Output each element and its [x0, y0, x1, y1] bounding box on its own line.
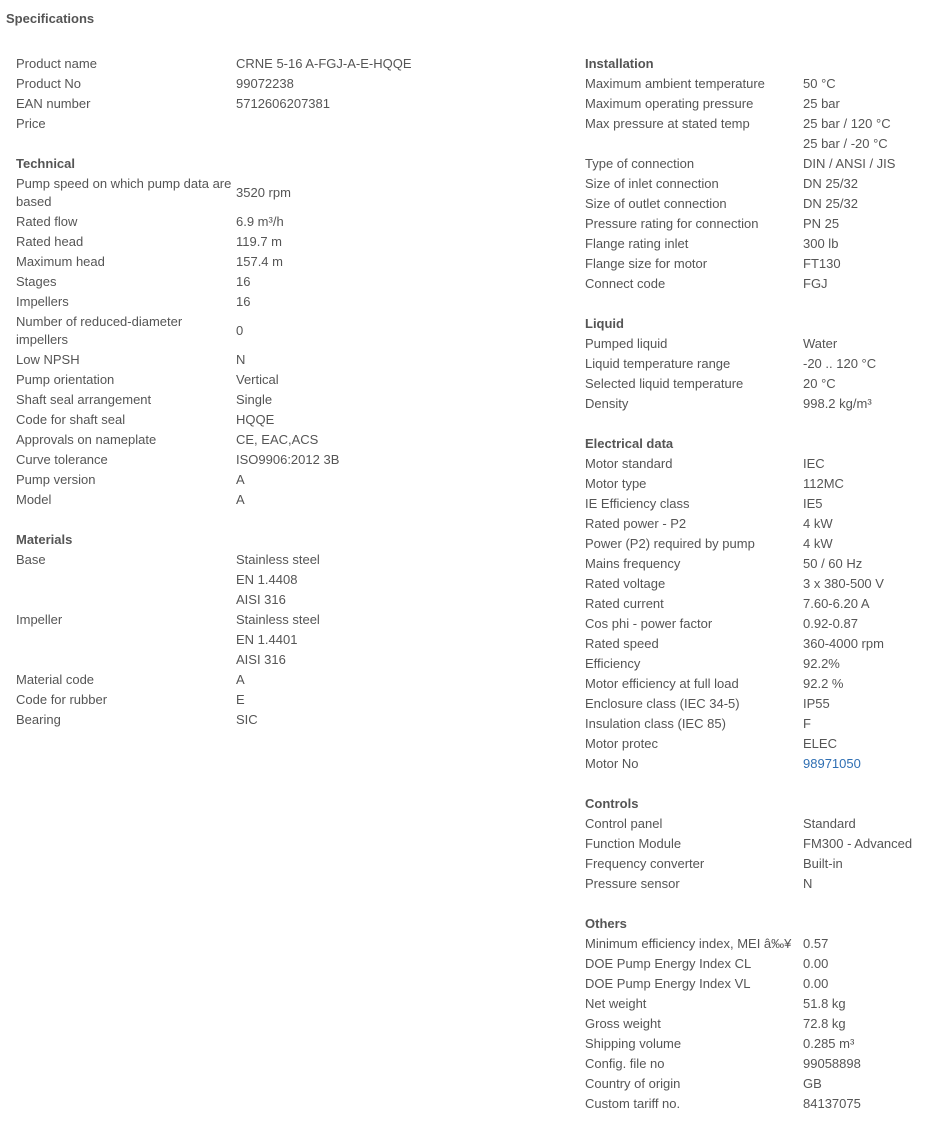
spec-label: Maximum operating pressure — [585, 96, 754, 111]
spec-value: 157.4 m — [236, 254, 283, 269]
spec-value: FM300 - Advanced — [803, 836, 913, 851]
spec-values — [236, 54, 412, 74]
spec-label: Insulation class (IEC 85) — [585, 716, 726, 731]
spec-value: GB — [803, 1076, 822, 1091]
section-others — [585, 914, 930, 1114]
spec-row — [585, 334, 930, 354]
spec-value: Built-in — [803, 856, 843, 871]
spec-row — [585, 1054, 930, 1074]
spec-value: 0.285 m³ — [803, 1036, 855, 1051]
spec-row — [585, 714, 930, 734]
spec-values — [803, 874, 812, 894]
spec-row — [585, 854, 930, 874]
spec-label: Control panel — [585, 816, 663, 831]
spec-label: Material code — [16, 672, 95, 687]
section-controls — [585, 794, 930, 894]
spec-value: 112MC — [803, 476, 844, 491]
spec-row — [585, 354, 930, 374]
spec-value: IEC — [803, 456, 825, 471]
spec-value: 25 bar / 120 °C — [803, 116, 891, 131]
spec-row — [585, 694, 930, 714]
spec-value: 99058898 — [803, 1056, 861, 1071]
spec-row — [585, 1074, 930, 1094]
spec-label: Motor type — [585, 476, 647, 491]
left-column — [16, 54, 571, 750]
spec-value: DN 25/32 — [803, 176, 858, 191]
spec-value: AISI 316 — [236, 592, 286, 607]
spec-values — [236, 74, 294, 94]
spec-row — [585, 514, 930, 534]
spec-row — [585, 654, 930, 674]
spec-row — [585, 154, 930, 174]
spec-values — [803, 934, 828, 954]
spec-label: Motor efficiency at full load — [585, 676, 739, 691]
spec-label: Pump orientation — [16, 372, 115, 387]
spec-values — [803, 174, 858, 194]
spec-values — [236, 670, 245, 690]
spec-row — [585, 374, 930, 394]
spec-row — [16, 74, 571, 94]
section-title: Installation — [585, 56, 654, 71]
spec-row — [16, 350, 571, 370]
spec-label: Cos phi - power factor — [585, 616, 713, 631]
spec-label: Flange size for motor — [585, 256, 708, 271]
spec-values — [236, 272, 250, 292]
spec-row — [585, 814, 930, 834]
spec-label: Rated current — [585, 596, 664, 611]
spec-row — [585, 234, 930, 254]
spec-row — [585, 494, 930, 514]
spec-value: 3520 rpm — [236, 185, 291, 200]
spec-values — [803, 654, 840, 674]
spec-values — [803, 574, 884, 594]
spec-label: Maximum head — [16, 254, 105, 269]
spec-values — [236, 490, 245, 510]
spec-row — [585, 254, 930, 274]
spec-label: Model — [16, 492, 52, 507]
spec-values — [236, 690, 245, 710]
spec-values — [803, 394, 872, 414]
spec-values — [803, 1074, 822, 1094]
spec-values — [803, 494, 823, 514]
spec-label: Pressure rating for connection — [585, 216, 759, 231]
spec-value: A — [236, 472, 245, 487]
spec-values — [803, 154, 895, 174]
section-title: Materials — [16, 532, 73, 547]
section-title: Electrical data — [585, 436, 674, 451]
spec-value: FT130 — [803, 256, 841, 271]
spec-value: F — [803, 716, 811, 731]
spec-label: Stages — [16, 274, 57, 289]
spec-value: 0.00 — [803, 976, 829, 991]
spec-values — [803, 614, 858, 634]
spec-value: 3 x 380-500 V — [803, 576, 884, 591]
spec-values — [803, 454, 825, 474]
spec-label: Type of connection — [585, 156, 695, 171]
section-title: Liquid — [585, 316, 624, 331]
spec-row — [16, 312, 571, 350]
spec-row — [585, 1034, 930, 1054]
spec-value: 119.7 m — [236, 234, 283, 249]
spec-value: N — [803, 876, 813, 891]
spec-values — [803, 854, 843, 874]
spec-value: HQQE — [236, 412, 275, 427]
spec-value: Vertical — [236, 372, 279, 387]
section-title: Controls — [585, 796, 639, 811]
spec-row — [16, 272, 571, 292]
spec-values — [803, 334, 837, 354]
spec-values — [803, 194, 858, 214]
spec-label: Approvals on nameplate — [16, 432, 157, 447]
spec-value: 4 kW — [803, 536, 833, 551]
spec-values — [236, 292, 250, 312]
spec-row — [585, 114, 930, 154]
spec-value: CRNE 5-16 A-FGJ-A-E-HQQE — [236, 56, 412, 71]
spec-value: FGJ — [803, 276, 828, 291]
spec-row — [585, 614, 930, 634]
section-liquid — [585, 314, 930, 414]
spec-values — [803, 994, 846, 1014]
spec-value: IE5 — [803, 496, 823, 511]
spec-values — [236, 710, 258, 730]
right-column — [585, 54, 930, 1134]
spec-values — [236, 450, 339, 470]
spec-values — [236, 174, 291, 212]
spec-label: Selected liquid temperature — [585, 376, 744, 391]
spec-row — [16, 370, 571, 390]
spec-values — [803, 594, 870, 614]
spec-values — [803, 214, 839, 234]
section — [16, 54, 571, 134]
spec-value: 84137075 — [803, 1096, 861, 1111]
spec-label: Function Module — [585, 836, 682, 851]
spec-values — [803, 1034, 854, 1054]
spec-row — [585, 954, 930, 974]
spec-values — [236, 410, 274, 430]
spec-values — [803, 714, 811, 734]
spec-row — [16, 710, 571, 730]
spec-value: AISI 316 — [236, 652, 286, 667]
spec-label: Shipping volume — [585, 1036, 682, 1051]
spec-label: Rated head — [16, 234, 84, 249]
spec-row — [585, 474, 930, 494]
spec-values — [803, 734, 837, 754]
spec-label: Rated power - P2 — [585, 516, 687, 531]
spec-value: 998.2 kg/m³ — [803, 396, 872, 411]
spec-label: IE Efficiency class — [585, 496, 690, 511]
spec-values — [236, 94, 330, 114]
spec-label: Density — [585, 396, 629, 411]
spec-row — [16, 174, 571, 212]
spec-value: SIC — [236, 712, 258, 727]
spec-row — [16, 550, 571, 610]
spec-values — [803, 554, 862, 574]
spec-values — [803, 634, 884, 654]
spec-row — [585, 634, 930, 654]
spec-label: Impellers — [16, 294, 69, 309]
spec-label: Pump version — [16, 472, 96, 487]
spec-label: Impeller — [16, 612, 63, 627]
spec-values — [803, 374, 836, 394]
spec-value: 0.00 — [803, 956, 829, 971]
spec-value: 50 °C — [803, 76, 836, 91]
spec-label: Product name — [16, 56, 97, 71]
spec-value: Single — [236, 392, 273, 407]
spec-values — [803, 834, 912, 854]
spec-value: 25 bar — [803, 96, 840, 111]
spec-label: Size of inlet connection — [585, 176, 719, 191]
spec-label: Net weight — [585, 996, 647, 1011]
spec-values — [803, 74, 836, 94]
spec-value: 4 kW — [803, 516, 833, 531]
spec-label: Liquid temperature range — [585, 356, 731, 371]
spec-value: A — [236, 492, 245, 507]
spec-values — [803, 534, 833, 554]
spec-value: 5712606207381 — [236, 96, 330, 111]
spec-label: Rated speed — [585, 636, 659, 651]
spec-row — [585, 1014, 930, 1034]
spec-label: EAN number — [16, 96, 91, 111]
spec-value: IP55 — [803, 696, 830, 711]
spec-value: 0.92-0.87 — [803, 616, 858, 631]
spec-label: Country of origin — [585, 1076, 681, 1091]
spec-row — [16, 690, 571, 710]
spec-label: Connect code — [585, 276, 666, 291]
spec-value: E — [236, 692, 245, 707]
spec-label: Low NPSH — [16, 352, 80, 367]
spec-label: Motor standard — [585, 456, 673, 471]
spec-row — [585, 994, 930, 1014]
spec-label: Frequency converter — [585, 856, 705, 871]
spec-label: Base — [16, 552, 46, 567]
spec-value: DIN / ANSI / JIS — [803, 156, 896, 171]
spec-values — [803, 674, 843, 694]
spec-row — [585, 754, 930, 774]
spec-label: Pumped liquid — [585, 336, 668, 351]
spec-row — [585, 734, 930, 754]
spec-row — [16, 54, 571, 74]
spec-row — [16, 94, 571, 114]
spec-values — [236, 350, 245, 370]
spec-row — [585, 74, 930, 94]
spec-values — [236, 212, 284, 232]
spec-value: ISO9906:2012 3B — [236, 452, 340, 467]
spec-row — [16, 610, 571, 670]
spec-value: 16 — [236, 274, 251, 289]
spec-values — [236, 252, 283, 272]
spec-values — [803, 274, 828, 294]
spec-value: Water — [803, 336, 838, 351]
spec-row — [16, 114, 571, 134]
spec-row — [585, 574, 930, 594]
spec-values — [803, 754, 861, 774]
spec-values — [236, 430, 318, 450]
spec-values — [236, 312, 243, 350]
spec-value: 72.8 kg — [803, 1016, 846, 1031]
spec-values — [803, 814, 856, 834]
spec-row — [16, 252, 571, 272]
spec-values — [803, 114, 891, 154]
section-title: Others — [585, 916, 627, 931]
spec-label: Bearing — [16, 712, 61, 727]
spec-value: Stainless steel — [236, 612, 320, 627]
spec-row — [585, 214, 930, 234]
spec-row — [16, 430, 571, 450]
spec-row — [585, 1094, 930, 1114]
section-title: Technical — [16, 156, 76, 171]
spec-value: 92.2% — [803, 656, 840, 671]
spec-values — [803, 1094, 861, 1114]
spec-row — [585, 394, 930, 414]
spec-label: Pressure sensor — [585, 876, 680, 891]
spec-values — [803, 974, 828, 994]
spec-values — [803, 954, 828, 974]
spec-value: DN 25/32 — [803, 196, 858, 211]
spec-values — [803, 1014, 846, 1034]
spec-value: 360-4000 rpm — [803, 636, 884, 651]
spec-row — [16, 490, 571, 510]
spec-row — [585, 934, 930, 954]
spec-row — [585, 194, 930, 214]
spec-row — [585, 534, 930, 554]
page-title: Specifications — [6, 11, 95, 26]
spec-row — [16, 470, 571, 490]
spec-label: Pump speed on which pump data are based — [16, 176, 232, 209]
spec-values — [803, 1054, 861, 1074]
spec-value: -20 .. 120 °C — [803, 356, 877, 371]
spec-row — [16, 410, 571, 430]
spec-values — [236, 470, 245, 490]
spec-label: Enclosure class (IEC 34-5) — [585, 696, 740, 711]
spec-row — [16, 232, 571, 252]
spec-label: Custom tariff no. — [585, 1096, 681, 1111]
spec-label: Maximum ambient temperature — [585, 76, 765, 91]
spec-value: PN 25 — [803, 216, 840, 231]
spec-label: Motor protec — [585, 736, 658, 751]
spec-row — [16, 212, 571, 232]
spec-value: 20 °C — [803, 376, 836, 391]
spec-label: Config. file no — [585, 1056, 665, 1071]
section-electrical-data — [585, 434, 930, 774]
spec-value: 99072238 — [236, 76, 294, 91]
spec-label: Curve tolerance — [16, 452, 108, 467]
spec-row — [16, 390, 571, 410]
spec-row — [585, 174, 930, 194]
spec-value: 0 — [236, 323, 244, 338]
spec-row — [585, 674, 930, 694]
spec-label: Number of reduced-diameter impellers — [16, 314, 183, 347]
spec-row — [585, 974, 930, 994]
spec-row — [585, 834, 930, 854]
spec-values — [236, 370, 279, 390]
spec-row — [585, 274, 930, 294]
spec-label: Max pressure at stated temp — [585, 116, 750, 131]
spec-value: 25 bar / -20 °C — [803, 136, 888, 151]
spec-value: Stainless steel — [236, 552, 320, 567]
spec-label: Motor No — [585, 756, 639, 771]
spec-value: ELEC — [803, 736, 837, 751]
spec-values — [803, 354, 876, 374]
spec-label: Minimum efficiency index, MEI â‰¥ — [585, 936, 792, 951]
spec-label: Efficiency — [585, 656, 641, 671]
spec-value: 92.2 % — [803, 676, 844, 691]
spec-value: 51.8 kg — [803, 996, 846, 1011]
spec-label: Product No — [16, 76, 82, 91]
spec-values — [236, 610, 320, 670]
spec-label: Rated voltage — [585, 576, 666, 591]
spec-row — [585, 594, 930, 614]
spec-value: 7.60-6.20 A — [803, 596, 870, 611]
spec-row — [16, 292, 571, 312]
spec-label: Mains frequency — [585, 556, 681, 571]
spec-value-link[interactable]: 98971050 — [803, 756, 861, 771]
spec-values — [236, 232, 282, 252]
section-installation — [585, 54, 930, 294]
spec-value: 300 lb — [803, 236, 839, 251]
spec-row — [16, 450, 571, 470]
spec-value: Standard — [803, 816, 856, 831]
spec-values — [803, 234, 838, 254]
spec-value: 0.57 — [803, 936, 829, 951]
spec-values — [236, 550, 320, 610]
spec-row — [585, 874, 930, 894]
spec-label: Rated flow — [16, 214, 78, 229]
spec-value: A — [236, 672, 245, 687]
section-technical — [16, 154, 571, 510]
spec-label: Power (P2) required by pump — [585, 536, 755, 551]
spec-value: 16 — [236, 294, 251, 309]
spec-row — [16, 670, 571, 690]
spec-values — [803, 94, 840, 114]
spec-value: CE, EAC,ACS — [236, 432, 319, 447]
spec-values — [236, 390, 272, 410]
spec-values — [803, 514, 833, 534]
spec-values — [803, 254, 841, 274]
spec-value: 6.9 m³/h — [236, 214, 284, 229]
spec-value: EN 1.4408 — [236, 572, 298, 587]
spec-label: Price — [16, 116, 46, 131]
spec-label: Size of outlet connection — [585, 196, 727, 211]
spec-label: Code for shaft seal — [16, 412, 126, 427]
spec-value: N — [236, 352, 246, 367]
spec-value: 50 / 60 Hz — [803, 556, 863, 571]
spec-label: Shaft seal arrangement — [16, 392, 152, 407]
spec-row — [585, 94, 930, 114]
spec-value: EN 1.4401 — [236, 632, 298, 647]
spec-label: DOE Pump Energy Index VL — [585, 976, 751, 991]
section-materials — [16, 530, 571, 730]
spec-label: DOE Pump Energy Index CL — [585, 956, 752, 971]
spec-values — [803, 694, 830, 714]
spec-row — [585, 554, 930, 574]
spec-row — [585, 454, 930, 474]
spec-label: Code for rubber — [16, 692, 108, 707]
spec-values — [803, 474, 844, 494]
spec-label: Gross weight — [585, 1016, 661, 1031]
spec-label: Flange rating inlet — [585, 236, 689, 251]
